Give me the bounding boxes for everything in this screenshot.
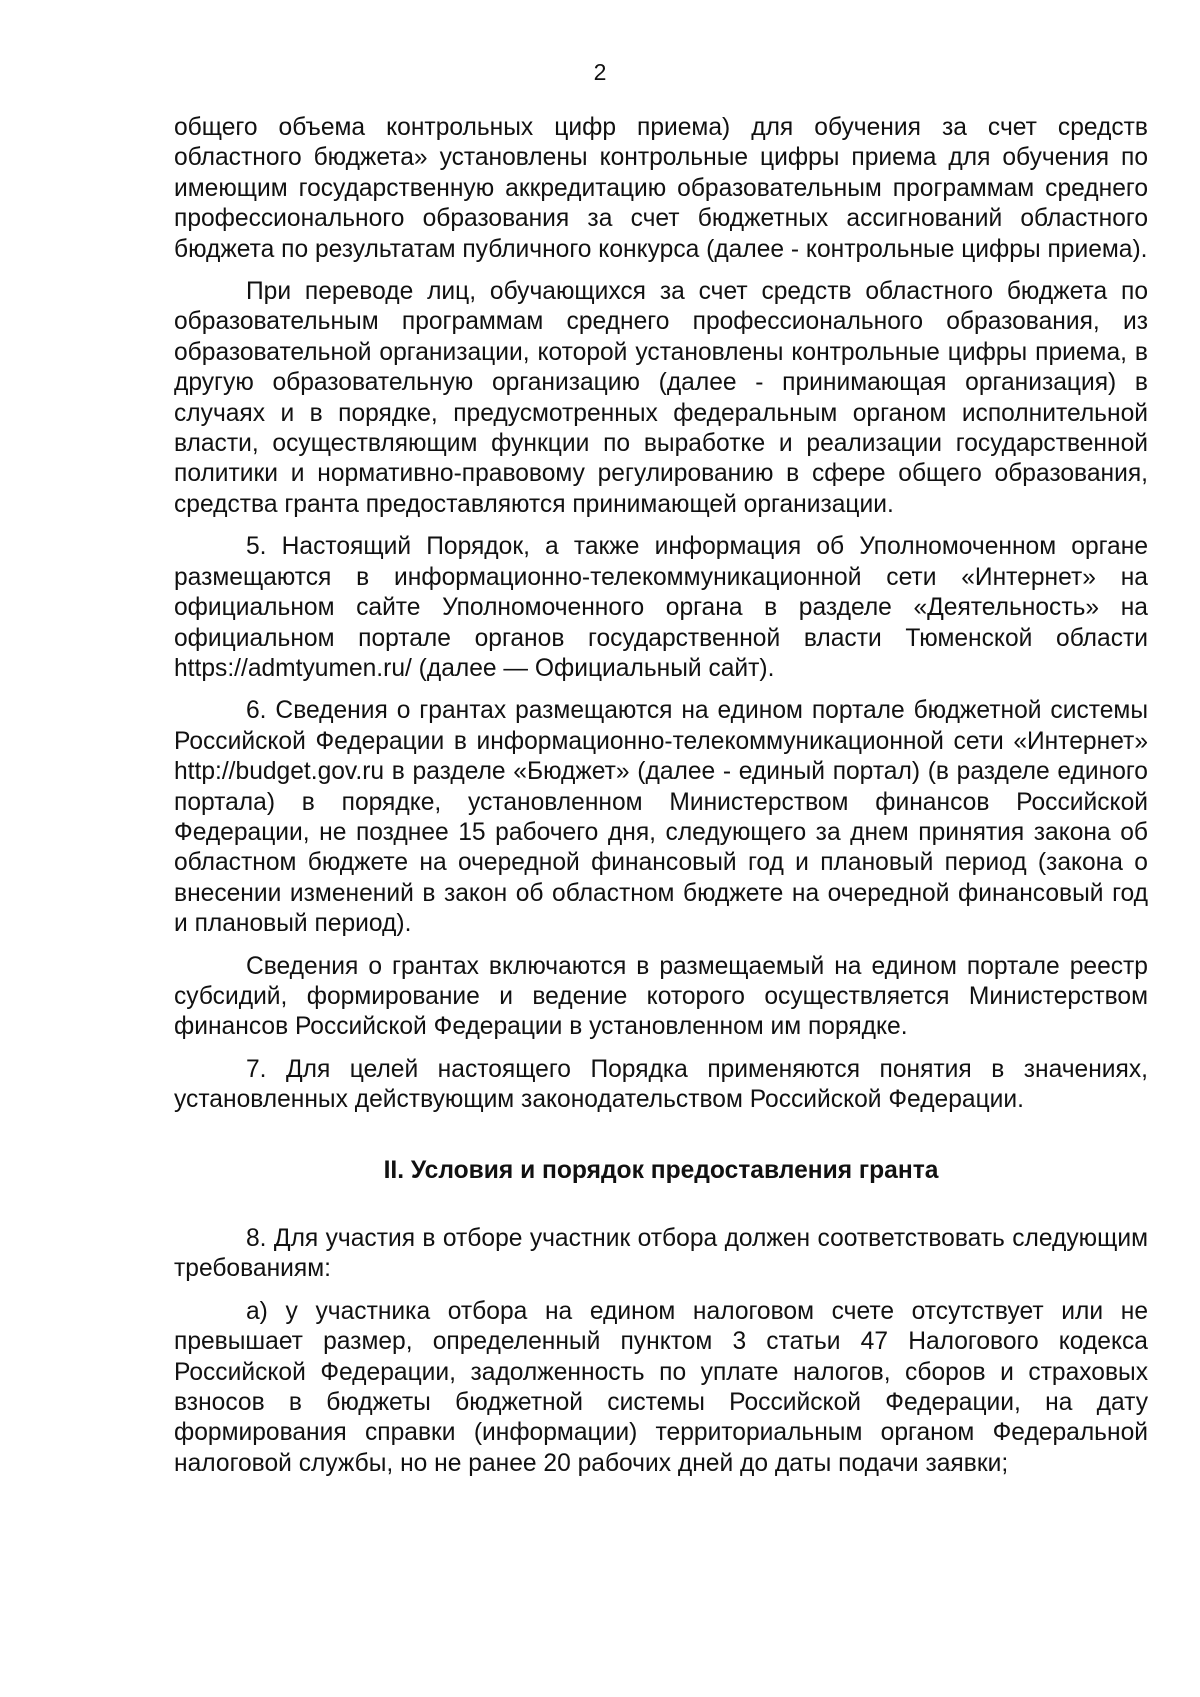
paragraph-item-7: 7. Для целей настоящего Порядка применяются понятия в значениях, установленных действующим законодательством Российской Федерации. — [174, 1055, 1148, 1114]
paragraph-item-6: 6. Сведения о грантах размещаются на едином портале бюджетной системы Российской Федерации в информационно-телекоммуникационной сети «Интернет» http://budget.gov.ru в разделе «Бюджет» (далее - единый портал) (в разделе единого портала) в порядке, установленном Министерством финансов Российской Федерации, не позднее 15 рабочего дня, следующего за днем принятия закона об областном бюджете на очередной финансовый год и плановый период (закона о внесении изменений в закон об областном бюджете на очередной финансовый год и плановый период). — [174, 697, 1148, 938]
paragraph-grants-registry: Сведения о грантах включаются в размещаемый на едином портале реестр субсидий, формирование и ведение которого осуществляется Министерством финансов Российской Федерации в установленном им порядке. — [174, 952, 1148, 1041]
page-number: 2 — [593, 59, 607, 85]
document-body — [174, 113, 1148, 1491]
section-heading: II. Условия и порядок предоставления гранта — [383, 1156, 939, 1184]
paragraph-transfer: При переводе лиц, обучающихся за счет средств областного бюджета по образовательным программам среднего профессионального образования, из образовательной организации, которой установлены контрольные цифры приема, в другую образовательную организацию (далее - принимающая организация) в случаях и в порядке, предусмотренных федеральным органом исполнительной власти, осуществляющим функции по выработке и реализации государственной политики и нормативно-правовому регулированию в сфере общего образования, средства гранта предоставляются принимающей организации. — [174, 278, 1148, 518]
paragraph-continuation: общего объема контрольных цифр приема) для обучения за счет средств областного бюджета» установлены контрольные цифры приема для обучения по имеющим государственную аккредитацию образовательным программам среднего профессионального образования за счет бюджетных ассигнований областного бюджета по результатам публичного конкурса (далее - контрольные цифры приема). — [174, 114, 1148, 263]
paragraph-item-8: 8. Для участия в отборе участник отбора должен соответствовать следующим требованиям: — [174, 1225, 1148, 1283]
paragraph-item-5: 5. Настоящий Порядок, а также информация об Уполномоченном органе размещаются в информационно-телекоммуникационной сети «Интернет» на официальном сайте Уполномоченного органа в разделе «Деятельность» на официальном портале органов государственной власти Тюменской области https://admtyumen.ru/ (далее — Официальный сайт). — [174, 533, 1148, 682]
paragraph-subitem-a: а) у участника отбора на едином налоговом счете отсутствует или не превышает размер, определенный пунктом 3 статьи 47 Налогового кодекса Российской Федерации, задолженность по уплате налогов, сборов и страховых взносов в бюджеты бюджетной системы Российской Федерации, на дату формирования справки (информации) территориальным органом Федеральной налоговой службы, но не ранее 20 рабочих дней до даты подачи заявки; — [174, 1297, 1148, 1477]
